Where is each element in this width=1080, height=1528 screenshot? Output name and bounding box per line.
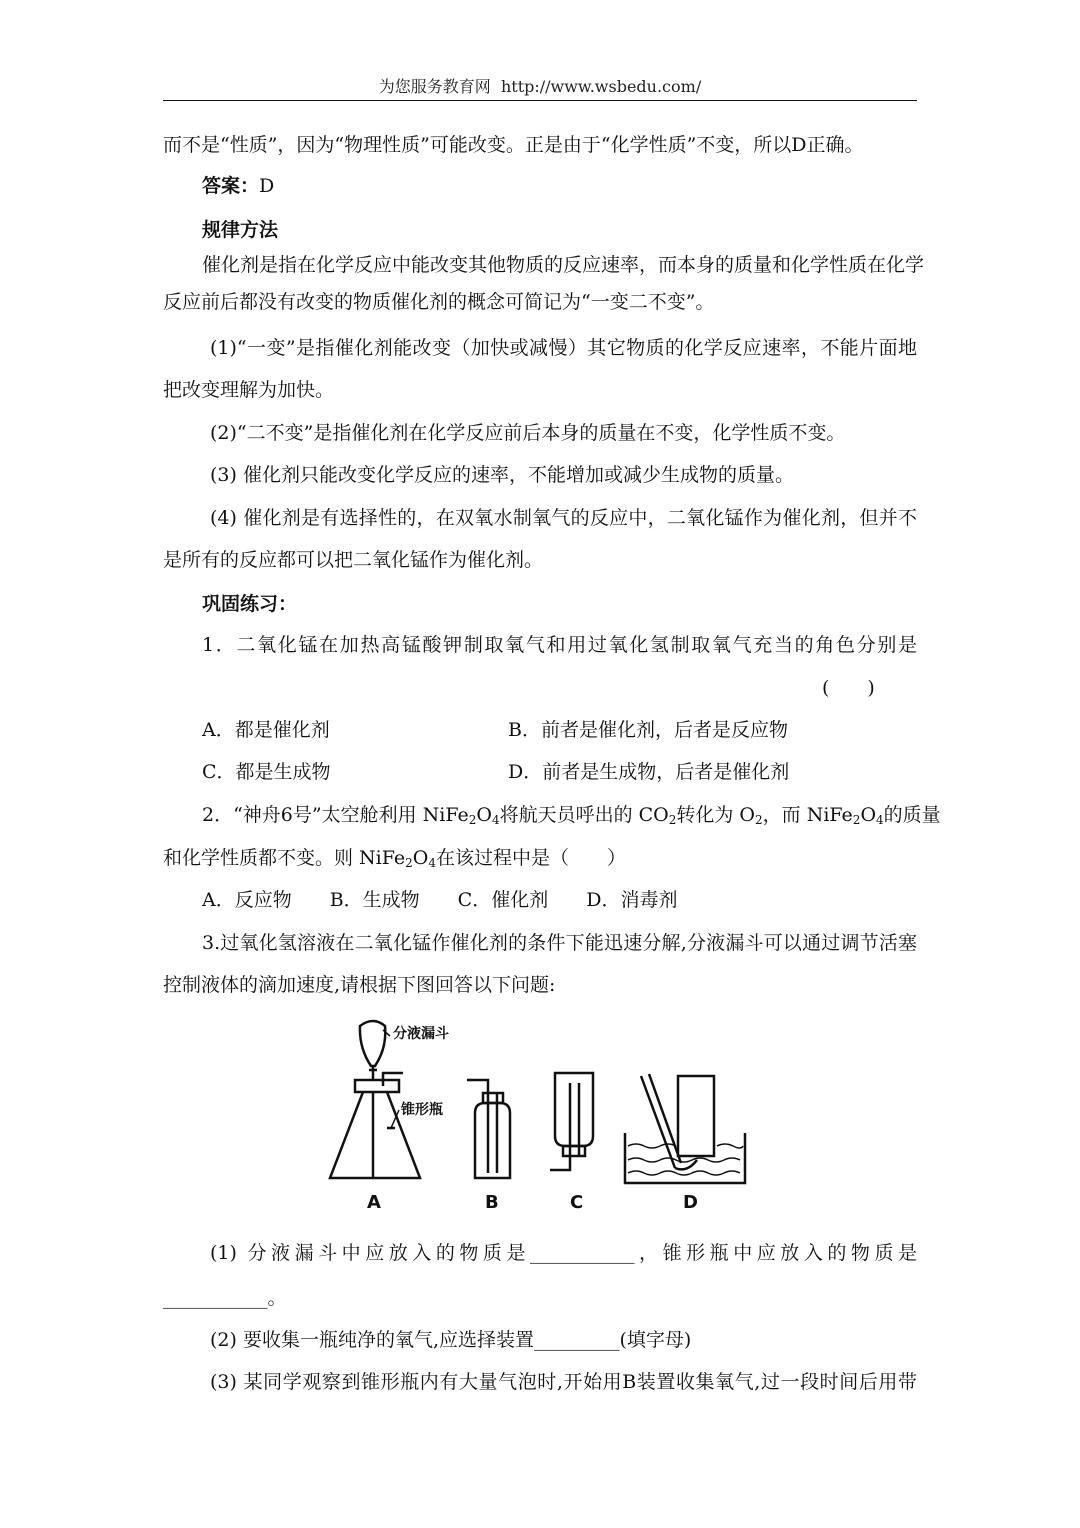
label-b: B (485, 1192, 499, 1213)
q2-text-8: 和化学性质都不变。则 NiFe (163, 847, 406, 869)
q3-sub-1-line-1: (1) 分液漏斗中应放入的物质是___________，锥形瓶中应放入的物质是 (210, 1242, 917, 1264)
q3-sub-2: (2) 要收集一瓶纯净的氧气,应选择装置_________(填字母) (210, 1329, 692, 1351)
apparatus-b (467, 1080, 510, 1178)
header-url[interactable]: http://www.wsbedu.com/ (500, 77, 702, 96)
point-4-line-2: 是所有的反应都可以把二氧化锰作为催化剂。 (163, 549, 544, 571)
q2-text-10: 在该过程中是（ ） (436, 847, 627, 869)
q1-option-a: A．都是催化剂 (202, 719, 330, 741)
apparatus-figure (325, 1008, 765, 1216)
header-site: 为您服务教育网 (378, 77, 491, 96)
label-flask: 锥形瓶 (401, 1102, 443, 1118)
q2-text-6: O (860, 804, 877, 826)
q2-text-4: 转化为 O (676, 804, 756, 826)
q3-sub-1-line-2: ___________。 (163, 1287, 287, 1309)
q2-sub-1: 2 (468, 813, 477, 827)
intro-line-2: 反应前后都没有改变的物质催化剂的概念可简记为“一变二不变”。 (163, 291, 715, 313)
q2-options: A．反应物 B．生成物 C．催化剂 D．消毒剂 (202, 889, 678, 911)
method-title: 规律方法 (202, 219, 279, 241)
q2-text-3: 将航天员呼出的 CO (499, 804, 669, 826)
q2-text-2: O (476, 804, 492, 826)
header-divider (163, 100, 917, 101)
q1-stem: 1．二氧化锰在加热高锰酸钾制取氧气和用过氧化氢制取氧气充当的角色分别是 (202, 634, 917, 656)
q2-text-1: 2．“神舟6号”太空舱利用 NiFe (202, 804, 469, 826)
apparatus-a (330, 1021, 420, 1178)
q2-sub-5: 2 (852, 813, 861, 827)
practice-title: 巩固练习： (202, 593, 298, 615)
q3-stem-line-2: 控制液体的滴加速度,请根据下图回答以下问题: (163, 974, 556, 996)
body-line-1: 而不是“性质”，因为“物理性质”可能改变。正是由于“化学性质”不变，所以D正确。 (163, 134, 864, 156)
answer-line (202, 171, 274, 198)
point-3: (3) 催化剂只能改变化学反应的速率，不能增加或减少生成物的质量。 (210, 464, 794, 486)
q2-stem-line-1 (202, 800, 941, 827)
point-2: (2)“二不变”是指催化剂在化学反应前后本身的质量在不变，化学性质不变。 (210, 422, 846, 444)
apparatus-c (550, 1073, 593, 1170)
apparatus-d (625, 1074, 745, 1183)
water-lines (628, 1144, 743, 1175)
q1-option-c: C．都是生成物 (202, 761, 331, 783)
q1-option-b: B．前者是催化剂，后者是反应物 (508, 719, 788, 741)
q2-text-7: 的质量 (883, 804, 941, 826)
q2-sub-4: 2 (755, 813, 763, 827)
point-1-line-2: 把改变理解为加快。 (163, 379, 335, 401)
q3-stem-line-1: 3.过氧化氢溶液在二氧化锰作催化剂的条件下能迅速分解,分液漏斗可以通过调节活塞 (202, 932, 917, 954)
point-4-line-1: (4) 催化剂是有选择性的，在双氧水制氧气的反应中，二氧化锰作为催化剂，但并不 (210, 507, 917, 529)
intro-line-1: 催化剂是指在化学反应中能改变其他物质的反应速率，而本身的质量和化学性质在化学 (202, 254, 925, 276)
page-header (163, 74, 917, 97)
label-d: D (683, 1192, 698, 1213)
q1-answer-paren: ( ) (822, 677, 875, 699)
q2-stem-line-2 (163, 843, 626, 870)
q2-sub-6: 4 (876, 813, 884, 827)
q2-text-5: ，而 NiFe (762, 804, 853, 826)
answer-value: D (259, 175, 275, 197)
q2-sub-8: 4 (428, 856, 436, 870)
label-funnel: 分液漏斗 (393, 1026, 449, 1042)
q1-option-d: D．前者是生成物，后者是催化剂 (508, 761, 790, 783)
point-1-line-1: (1)“一变”是指催化剂能改变（加快或减慢）其它物质的化学反应速率，不能片面地 (210, 337, 917, 359)
answer-label: 答案： (202, 175, 260, 197)
label-c: C (570, 1192, 584, 1213)
q2-sub-3: 2 (668, 813, 677, 827)
q2-text-9: O (412, 847, 429, 869)
q2-sub-2: 4 (491, 813, 500, 827)
q2-sub-7: 2 (405, 856, 413, 870)
label-a: A (367, 1192, 381, 1213)
q3-sub-3: (3) 某同学观察到锥形瓶内有大量气泡时,开始用B装置收集氧气,过一段时间后用带 (210, 1371, 917, 1393)
